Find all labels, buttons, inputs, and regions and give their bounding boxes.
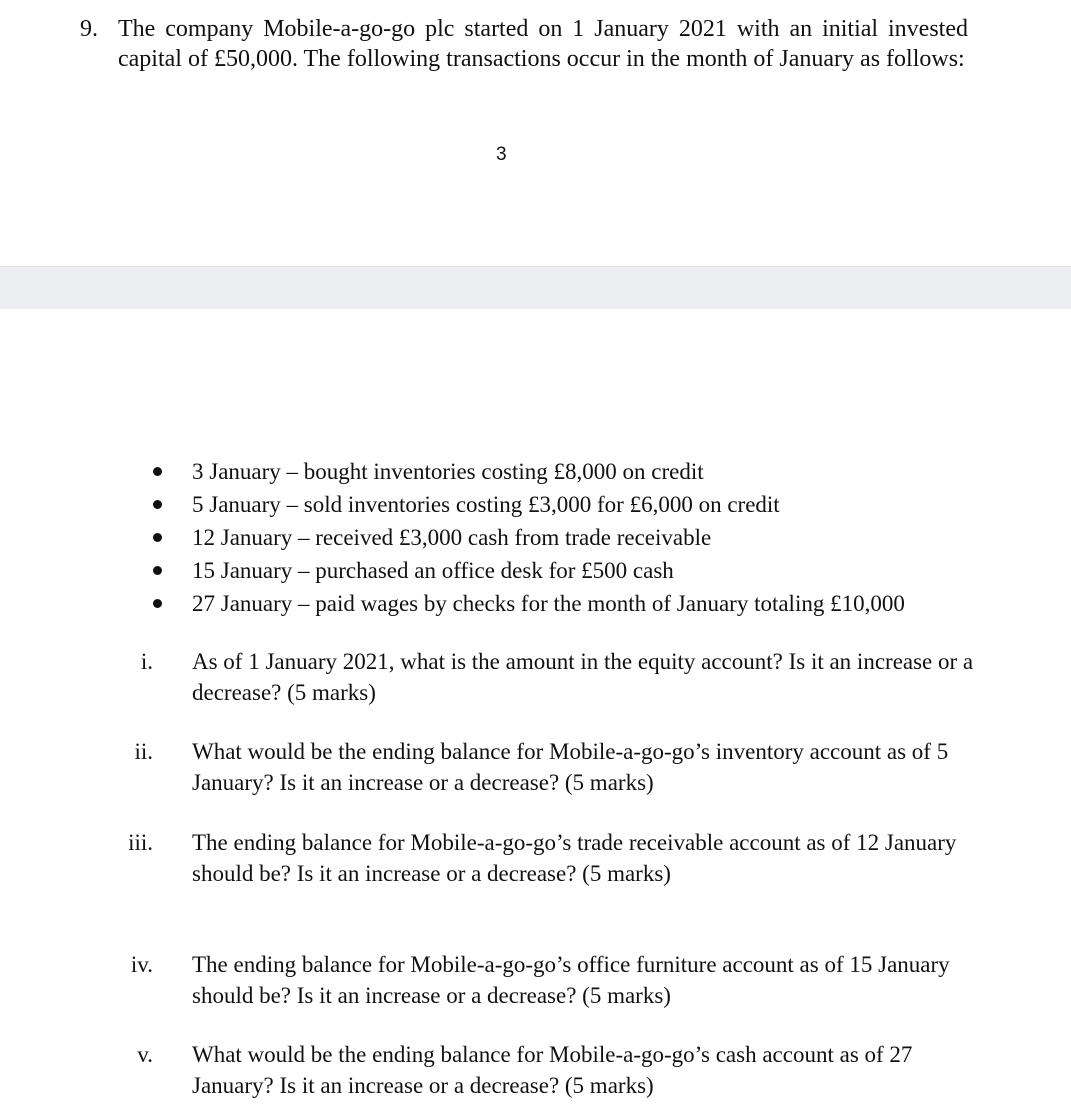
transaction-text: 15 January – purchased an office desk for £500 cash <box>192 558 674 583</box>
transaction-text: 3 January – bought inventories costing £8,000 on credit <box>192 459 704 484</box>
sub-question-text: What would be the ending balance for Mobile-a-go-go’s inventory account as of 5 January? Is it an increase or a decrease? (5 marks) <box>192 739 949 795</box>
question-number: 9. <box>80 16 98 42</box>
sub-question-text: The ending balance for Mobile-a-go-go’s trade receivable account as of 12 January should be? Is it an increase or a decrease? (5 marks) <box>192 830 957 886</box>
bullet-icon <box>153 500 162 509</box>
bullet-icon <box>153 599 162 608</box>
sub-question-text: As of 1 January 2021, what is the amount in the equity account? Is it an increase or a decrease? (5 marks) <box>192 649 974 705</box>
question-intro: The company Mobile-a-go-go plc started on 1 January 2021 with an initial invested capital of £50,000. The following transactions occur in the month of January as follows: <box>118 16 968 72</box>
sub-question-label: v. <box>137 1042 153 1067</box>
sub-question-label: iii. <box>128 830 153 855</box>
sub-question-text: The ending balance for Mobile-a-go-go’s office furniture account as of 15 January should be? Is it an increase or a decrease? (5 marks) <box>192 952 950 1008</box>
page-break-divider <box>0 266 1071 309</box>
sub-question-text: What would be the ending balance for Mobile-a-go-go’s cash account as of 27 January? Is it an increase or a decrease? (5 marks) <box>192 1042 913 1098</box>
bullet-icon <box>153 566 162 575</box>
page-number: 3 <box>496 144 507 165</box>
sub-question-label: iv. <box>130 952 153 977</box>
bullet-icon <box>153 467 162 476</box>
transaction-text: 27 January – paid wages by checks for the month of January totaling £10,000 <box>192 591 905 616</box>
transaction-text: 5 January – sold inventories costing £3,000 for £6,000 on credit <box>192 492 780 517</box>
transaction-text: 12 January – received £3,000 cash from trade receivable <box>192 525 712 550</box>
bullet-icon <box>153 533 162 542</box>
sub-question-label: ii. <box>134 739 153 764</box>
sub-question-label: i. <box>140 649 153 674</box>
